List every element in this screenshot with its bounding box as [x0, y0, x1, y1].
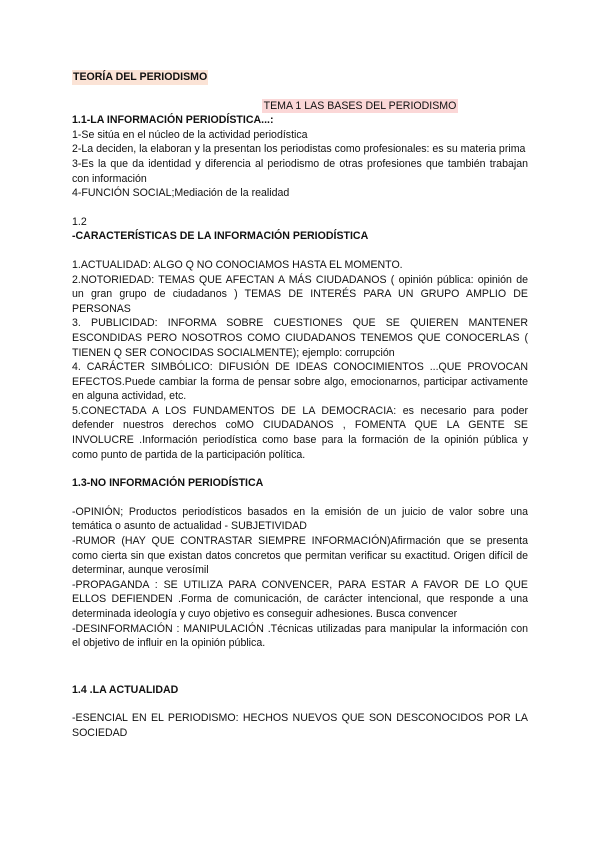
- paragraph: -OPINIÓN; Productos periodísticos basados en la emisión de un juicio de valor sobre una temática o asunto de actualidad - SUBJETIVIDAD: [72, 505, 528, 533]
- paragraph: 1-Se sitúa en el núcleo de la actividad periodística: [72, 128, 308, 141]
- paragraph: -ESENCIAL EN EL PERIODISMO: HECHOS NUEVOS QUE SON DESCONOCIDOS POR LA SOCIEDAD: [72, 712, 528, 739]
- section-1-3-heading: 1.3-NO INFORMACIÓN PERIODÍSTICA: [72, 477, 264, 490]
- section-1-1-heading: 1.1-LA INFORMACIÓN PERIODÍSTICA...:: [72, 114, 274, 127]
- section-1-4-heading: 1.4 .LA ACTUALIDAD: [72, 683, 179, 696]
- paragraph: 3-Es la que da identidad y diferencia al periodismo de otras profesiones que también trabajan con información: [72, 157, 528, 185]
- document-title: TEORÍA DEL PERIODISMO: [73, 71, 208, 83]
- document-page: [72, 70, 528, 741]
- paragraph: -DESINFORMACIÓN : MANIPULACIÓN .Técnicas utilizadas para manipular la información con el objetivo de influir en la opinión pública.: [72, 622, 528, 650]
- paragraph: 1.ACTUALIDAD: ALGO Q NO CONOCIAMOS HASTA EL MOMENTO.: [72, 258, 403, 271]
- paragraph: 2-La deciden, la elaboran y la presentan los periodistas como profesionales: es su materia prima: [72, 143, 526, 156]
- tema-row: [72, 99, 528, 114]
- paragraph: 2.NOTORIEDAD: TEMAS QUE AFECTAN A MÁS CIUDADANOS ( opinión pública: opinión de un gran grupo de ciudadanos ) TEMAS DE INTERÉS PARA UN GRUPO AMPLIO DE PERSONAS: [72, 273, 528, 315]
- paragraph: -RUMOR (HAY QUE CONTRASTAR SIEMPRE INFORMACIÓN)Afirmación que se presenta como cierta sin que existan datos concretos que permitan verificar su exactitud. Origen difícil de determinar, aunque verosímil: [72, 535, 528, 577]
- section-1-2-number: 1.2: [72, 215, 87, 228]
- paragraph: 4-FUNCIÓN SOCIAL;Mediación de la realidad: [72, 187, 290, 200]
- section-1-2-heading: -CARACTERÍSTICAS DE LA INFORMACIÓN PERIODÍSTICA: [72, 230, 369, 243]
- paragraph: 5.CONECTADA A LOS FUNDAMENTOS DE LA DEMOCRACIA: es necesario para poder defender nuestros derechos coMO CIUDADANOS , FOMENTA QUE LA GENTE SE INVOLUCRE .Información periodística como base para la formación de la opinión pública y como punto de partida de la participación política.: [72, 404, 528, 461]
- paragraph: 4. CARÁCTER SIMBÓLICO: DIFUSIÓN DE IDEAS CONOCIMIENTOS ...QUE PROVOCAN EFECTOS.Puede cambiar la forma de pensar sobre algo, emocionarnos, participar activamente en alguna actividad, etc.: [72, 361, 528, 403]
- tema-title: TEMA 1 LAS BASES DEL PERIODISMO: [263, 99, 457, 112]
- paragraph: 3. PUBLICIDAD: INFORMA SOBRE CUESTIONES QUE SE QUIEREN MANTENER ESCONDIDAS PERO NOSOTROS COMO CIUDADANOS TENEMOS QUE CONOCERLAS ( TIENEN Q SER CONOCIDAS SOCIALMENTE); ejemplo: corrupción: [72, 317, 528, 359]
- paragraph: -PROPAGANDA : SE UTILIZA PARA CONVENCER, PARA ESTAR A FAVOR DE LO QUE ELLOS DEFIENDEN .Forma de comunicación, de carácter intencional, que responde a una determinada ideología y cuyo objetivo es conseguir adhesiones. Busca convencer: [72, 578, 528, 620]
